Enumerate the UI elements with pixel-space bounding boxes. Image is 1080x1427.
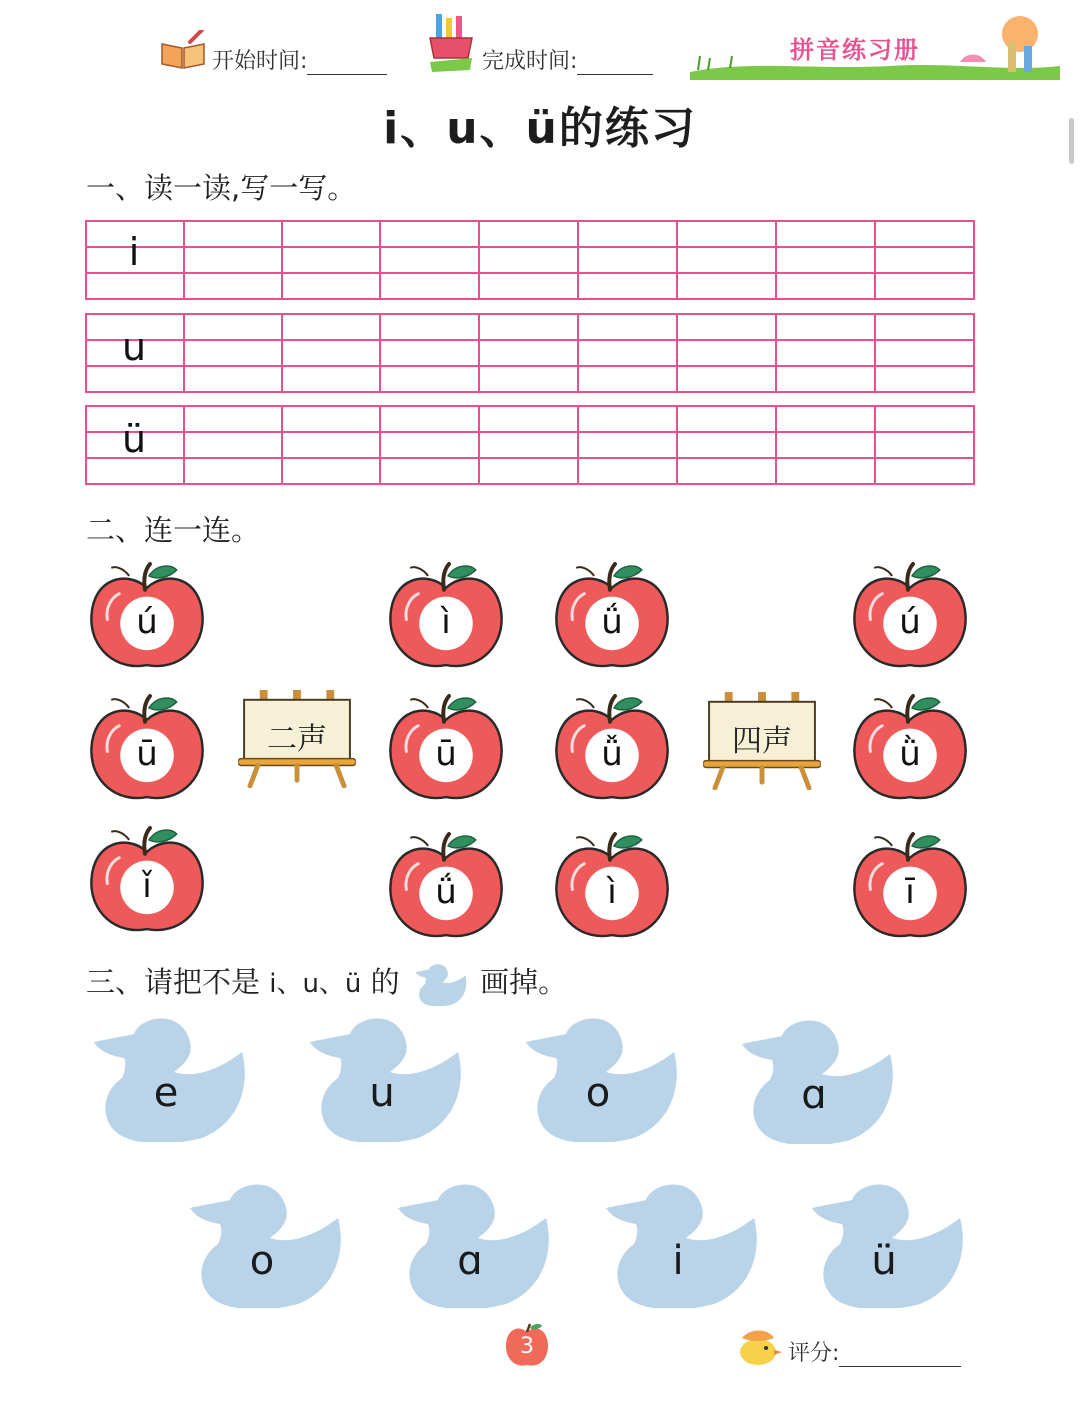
apple-letter: ī [905,872,915,912]
writing-grid-v [85,405,975,485]
finish-time-blank[interactable] [577,52,653,75]
apple-card[interactable] [551,830,673,944]
grid-letter-v: ü [121,417,147,461]
page-number-badge [504,1322,550,1368]
section2-heading: 二、连一连。 [86,513,261,547]
apple-letter: ì [607,872,617,912]
duck-letter: ü [871,1238,897,1284]
duck-card[interactable] [514,1012,684,1142]
apple-card[interactable] [849,560,971,674]
chick-icon [734,1328,782,1366]
easel-second-tone[interactable] [238,690,356,788]
apple-letter: ǜ [899,734,921,774]
apple-letter: ú [136,602,158,642]
apple-letter: ǘ [601,602,623,642]
apple-letter: ū [136,734,158,774]
section3-label-before: 三、请把不是 [86,965,261,999]
duck-letter: o [249,1238,275,1284]
apple-card[interactable] [551,560,673,674]
apple-card[interactable] [385,692,507,806]
finish-time-field [482,44,653,75]
duck-letter: ɑ [801,1072,827,1118]
brand-banner [690,12,1060,80]
apple-card[interactable] [86,824,208,938]
section3-label-mid: 的 [370,965,400,999]
easel-label: 四声 [732,724,792,759]
score-blank[interactable] [839,1344,961,1367]
writing-grid-u [85,313,975,393]
pencil-cup-icon [426,14,476,72]
section3-label-after: 画掉。 [480,965,568,999]
duck-card[interactable] [594,1178,764,1308]
grid-letter-u: u [121,325,147,369]
section3-heading [86,960,567,1006]
easel-label: 二声 [267,722,327,757]
duck-card[interactable] [82,1012,252,1142]
apple-card[interactable] [849,692,971,806]
finish-time-label: 完成时间: [482,49,578,74]
easel-fourth-tone[interactable] [703,692,821,790]
duck-letter: o [585,1070,611,1116]
apple-card[interactable] [385,830,507,944]
apple-letter: ū [435,734,457,774]
duck-letter: u [369,1070,395,1116]
section1-heading: 一、读一读,写一写。 [86,171,357,205]
section3-label-letters: i、u、ü [269,969,362,999]
score-field [788,1336,961,1367]
duck-card[interactable] [386,1178,556,1308]
page-title: i、u、ü的练习 [383,103,697,154]
duck-inline-icon [409,962,471,1006]
start-time-blank[interactable] [307,52,387,75]
scrollbar-thumb[interactable] [1069,118,1074,164]
apple-card[interactable] [551,692,673,806]
duck-letter: i [672,1238,684,1284]
apple-letter: ì [441,602,451,642]
writing-grid-i [85,220,975,300]
start-time-label: 开始时间: [212,49,308,74]
apple-letter: ǐ [142,866,152,906]
duck-card[interactable] [730,1014,900,1144]
grid-letter-i: i [128,230,140,274]
brand-title: 拼音练习册 [790,36,920,64]
apple-letter: ǘ [435,872,457,912]
apple-letter: ǚ [601,734,623,774]
duck-letter: e [153,1070,179,1116]
apple-letter: ú [899,602,921,642]
duck-card[interactable] [298,1012,468,1142]
page-number: 3 [520,1334,534,1359]
book-icon [160,30,206,70]
apple-card[interactable] [385,560,507,674]
duck-card[interactable] [178,1178,348,1308]
score-label: 评分: [788,1341,840,1366]
duck-letter: ɑ [457,1238,483,1284]
start-time-field [212,44,387,75]
apple-card[interactable] [849,830,971,944]
duck-card[interactable] [800,1178,970,1308]
apple-card[interactable] [86,692,208,806]
apple-card[interactable] [86,560,208,674]
